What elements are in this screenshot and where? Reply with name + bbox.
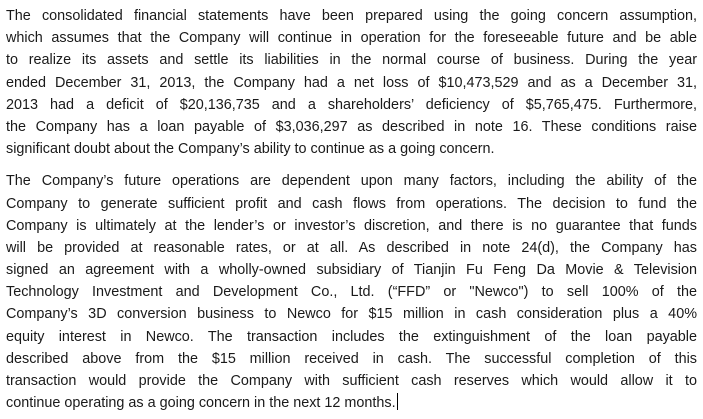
paragraph-going-concern [6, 5, 697, 160]
text-line: ended December 31, 2013, the Company had a net loss of $10,473,529 and as a December 31, [6, 74, 697, 91]
text-line: described above from the $15 million received in cash. The successful completion of this [6, 350, 697, 367]
text-line: transaction would provide the Company with sufficient cash reserves which would allow it to [6, 373, 697, 389]
text-line: Technology Investment and Development Co., Ltd. (“FFD” or "Newco") to sell 100% of the [6, 284, 697, 301]
text-line: to realize its assets and settle its liabilities in the normal course of business. During the year [6, 52, 697, 69]
paragraph-future-operations [6, 170, 697, 414]
text-line: Company to generate sufficient profit and cash flows from operations. The decision to fund the [6, 195, 697, 212]
text-line: equity interest in Newco. The transaction includes the extinguishment of the loan payable [6, 328, 697, 345]
text-cursor [397, 393, 398, 410]
text-line: signed an agreement with a wholly-owned subsidiary of Tianjin Fu Feng Da Movie & Television [6, 262, 697, 279]
text-line: the Company has a loan payable of $3,036,297 as described in note 16. These conditions raise [6, 118, 697, 135]
text-line: 2013 had a deficit of $20,136,735 and a shareholders’ deficiency of $5,765,475. Furthermore, [6, 96, 697, 113]
text-line-content: continue operating as a going concern in the next 12 months. [6, 395, 396, 412]
text-line [6, 392, 697, 414]
text-line: The Company’s future operations are dependent upon many factors, including the ability of the [6, 173, 697, 190]
text-line: Company’s 3D conversion business to Newco for $15 million in cash consideration plus a 40% [6, 306, 697, 323]
text-line: which assumes that the Company will continue in operation for the foreseeable future and be able [6, 30, 697, 47]
text-line: significant doubt about the Company’s ability to continue as a going concern. [6, 141, 495, 158]
text-line: Company is ultimately at the lender’s or investor’s discretion, and there is no guarantee that funds [6, 217, 697, 234]
text-line: The consolidated financial statements have been prepared using the going concern assumption, [6, 8, 697, 24]
text-line: will be provided at reasonable rates, or at all. As described in note 24(d), the Company has [6, 239, 697, 256]
